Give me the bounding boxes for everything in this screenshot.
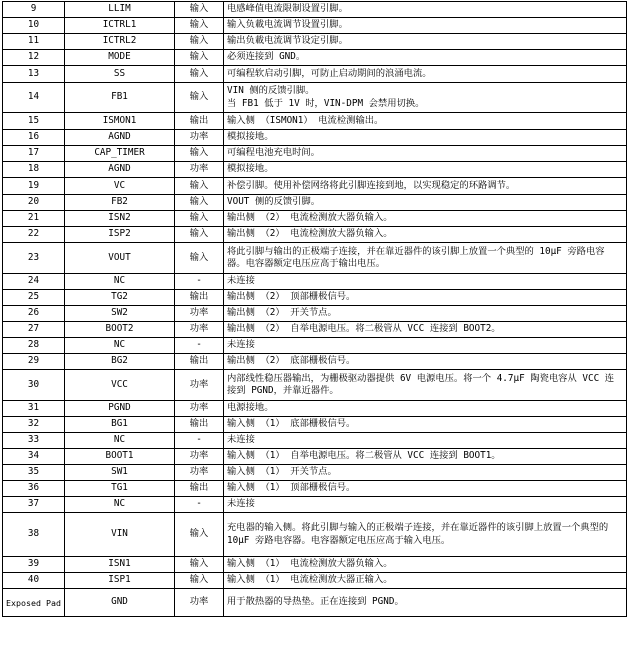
pin-type-cell: 输入 [175, 50, 224, 66]
pin-name-cell: VCC [65, 370, 175, 401]
pin-description-cell: 必须连接到 GND。 [224, 50, 627, 66]
pin-name-cell: AGND [65, 162, 175, 178]
pin-description-cell: 输出侧 （2） 自举电源电压。将二极管从 VCC 连接到 BOOT2。 [224, 322, 627, 338]
pin-name-cell: ISN1 [65, 557, 175, 573]
table-row [3, 290, 627, 306]
pin-name-cell: ICTRL1 [65, 18, 175, 34]
pin-description-cell: 补偿引脚。使用补偿网络将此引脚连接到地，以实现稳定的环路调节。 [224, 178, 627, 195]
table-row [3, 130, 627, 146]
pin-number-cell: 18 [3, 162, 65, 178]
pin-table-body [3, 2, 627, 617]
table-row [3, 306, 627, 322]
pin-number-cell: 33 [3, 433, 65, 449]
pin-type-cell: 功率 [175, 370, 224, 401]
table-row [3, 449, 627, 465]
pin-number-cell: 31 [3, 401, 65, 417]
pin-number-cell: 9 [3, 2, 65, 18]
pin-description-table [2, 1, 627, 617]
table-row [3, 274, 627, 290]
pin-name-cell: VC [65, 178, 175, 195]
pin-name-cell: AGND [65, 130, 175, 146]
table-row [3, 211, 627, 227]
pin-name-cell: FB1 [65, 83, 175, 113]
pin-description-cell: 输入侧 （1） 开关节点。 [224, 465, 627, 481]
pin-description-cell: 将此引脚与输出的正极端子连接，并在靠近器件的该引脚上放置一个典型的 10μF 旁路电容器。电容器额定电压应高于输出电压。 [224, 243, 627, 274]
pin-number-cell: 32 [3, 417, 65, 433]
pin-type-cell: 输入 [175, 513, 224, 557]
pin-type-cell: 输入 [175, 66, 224, 83]
table-row [3, 195, 627, 211]
pin-name-cell: ICTRL2 [65, 34, 175, 50]
pin-description-cell: 输出侧 （2） 底部栅极信号。 [224, 354, 627, 370]
pin-number-cell: 26 [3, 306, 65, 322]
pin-description-cell: VIN 侧的反馈引脚。 当 FB1 低于 1V 时，VIN-DPM 会禁用切换。 [224, 83, 627, 113]
pin-type-cell: 输入 [175, 34, 224, 50]
pin-type-cell: 输入 [175, 243, 224, 274]
table-row [3, 83, 627, 113]
pin-type-cell: 输入 [175, 178, 224, 195]
table-row [3, 401, 627, 417]
pin-type-cell: 输出 [175, 417, 224, 433]
pin-number-cell: 17 [3, 146, 65, 162]
pin-description-cell: 可编程电池充电时间。 [224, 146, 627, 162]
pin-type-cell: 输入 [175, 83, 224, 113]
pin-number-cell: 23 [3, 243, 65, 274]
pin-type-cell: 输出 [175, 290, 224, 306]
pin-name-cell: TG2 [65, 290, 175, 306]
pin-name-cell: LLIM [65, 2, 175, 18]
pin-description-cell: 输出侧 （2） 电流检测放大器负输入。 [224, 227, 627, 243]
table-row [3, 178, 627, 195]
pin-number-cell: 16 [3, 130, 65, 146]
pin-description-cell: 输入侧 （1） 电流检测放大器正输入。 [224, 573, 627, 589]
pin-name-cell: ISP1 [65, 573, 175, 589]
table-row [3, 113, 627, 130]
pin-name-cell: VIN [65, 513, 175, 557]
table-row [3, 497, 627, 513]
table-row [3, 433, 627, 449]
pin-number-cell: 20 [3, 195, 65, 211]
pin-description-cell: 可编程软启动引脚，可防止启动期间的浪涌电流。 [224, 66, 627, 83]
pin-description-cell: 输入侧 （1） 电流检测放大器负输入。 [224, 557, 627, 573]
pin-number-cell: 19 [3, 178, 65, 195]
pin-number-cell: 28 [3, 338, 65, 354]
table-row [3, 2, 627, 18]
pin-name-cell: SS [65, 66, 175, 83]
pin-type-cell: 输入 [175, 146, 224, 162]
pin-description-cell: 未连接 [224, 338, 627, 354]
pin-type-cell: 功率 [175, 589, 224, 617]
pin-description-cell: 未连接 [224, 274, 627, 290]
pin-description-cell: 模拟接地。 [224, 130, 627, 146]
pin-number-cell: 24 [3, 274, 65, 290]
pin-description-cell: 输出侧 （2） 电流检测放大器负输入。 [224, 211, 627, 227]
pin-number-cell: 11 [3, 34, 65, 50]
pin-type-cell: 功率 [175, 162, 224, 178]
pin-name-cell: ISMON1 [65, 113, 175, 130]
pin-type-cell: 输出 [175, 354, 224, 370]
table-row [3, 573, 627, 589]
table-row [3, 146, 627, 162]
pin-type-cell: 输入 [175, 195, 224, 211]
pin-type-cell: 功率 [175, 465, 224, 481]
pin-description-cell: VOUT 侧的反馈引脚。 [224, 195, 627, 211]
pin-description-cell: 内部线性稳压器输出，为栅极驱动器提供 6V 电源电压。将一个 4.7μF 陶瓷电容从 VCC 连接到 PGND，并靠近器件。 [224, 370, 627, 401]
pin-description-cell: 用于散热器的导热垫。正在连接到 PGND。 [224, 589, 627, 617]
table-row [3, 227, 627, 243]
pin-name-cell: NC [65, 274, 175, 290]
pin-type-cell: 功率 [175, 130, 224, 146]
pin-number-cell: 40 [3, 573, 65, 589]
pin-number-cell: 34 [3, 449, 65, 465]
pin-number-cell: 15 [3, 113, 65, 130]
pin-type-cell: 输入 [175, 557, 224, 573]
table-row [3, 513, 627, 557]
pin-description-cell: 输入侧 （1） 自举电源电压。将二极管从 VCC 连接到 BOOT1。 [224, 449, 627, 465]
pin-type-cell: 输出 [175, 481, 224, 497]
pin-type-cell: 输入 [175, 2, 224, 18]
pin-description-cell: 输入负載电流调节设置引脚。 [224, 18, 627, 34]
pin-number-cell: 22 [3, 227, 65, 243]
pin-number-cell: 14 [3, 83, 65, 113]
pin-description-cell: 输出负載电流调节设定引脚。 [224, 34, 627, 50]
pin-description-cell: 输出侧 （2） 顶部栅极信号。 [224, 290, 627, 306]
pin-type-cell: - [175, 274, 224, 290]
table-row [3, 66, 627, 83]
pin-type-cell: 输出 [175, 113, 224, 130]
pin-description-cell: 输入侧 （ISMON1） 电流检测输出。 [224, 113, 627, 130]
pin-number-cell: 25 [3, 290, 65, 306]
pin-name-cell: NC [65, 338, 175, 354]
pin-type-cell: - [175, 497, 224, 513]
pin-number-cell: Exposed Pad [3, 589, 65, 617]
pin-name-cell: SW2 [65, 306, 175, 322]
pin-description-cell: 输入侧 （1） 底部栅极信号。 [224, 417, 627, 433]
pin-name-cell: VOUT [65, 243, 175, 274]
pin-description-cell: 电感峰值电流限制设置引脚。 [224, 2, 627, 18]
pin-name-cell: CAP_TIMER [65, 146, 175, 162]
pin-number-cell: 39 [3, 557, 65, 573]
pin-number-cell: 36 [3, 481, 65, 497]
pin-description-cell: 输入侧 （1） 顶部栅极信号。 [224, 481, 627, 497]
pin-name-cell: BG2 [65, 354, 175, 370]
pin-description-cell: 模拟接地。 [224, 162, 627, 178]
pin-name-cell: GND [65, 589, 175, 617]
pin-description-cell: 未连接 [224, 497, 627, 513]
pin-description-cell: 输出侧 （2） 开关节点。 [224, 306, 627, 322]
table-row [3, 322, 627, 338]
pin-name-cell: MODE [65, 50, 175, 66]
pin-name-cell: NC [65, 433, 175, 449]
table-row [3, 481, 627, 497]
pin-number-cell: 13 [3, 66, 65, 83]
table-row [3, 557, 627, 573]
pin-type-cell: 输入 [175, 18, 224, 34]
pin-name-cell: BOOT2 [65, 322, 175, 338]
table-row [3, 34, 627, 50]
pin-number-cell: 21 [3, 211, 65, 227]
pin-number-cell: 27 [3, 322, 65, 338]
pin-name-cell: SW1 [65, 465, 175, 481]
pin-description-cell: 未连接 [224, 433, 627, 449]
pin-type-cell: 功率 [175, 306, 224, 322]
pin-type-cell: 输入 [175, 211, 224, 227]
pin-type-cell: 输入 [175, 227, 224, 243]
table-row [3, 50, 627, 66]
pin-type-cell: - [175, 338, 224, 354]
table-row [3, 417, 627, 433]
pin-name-cell: TG1 [65, 481, 175, 497]
pin-number-cell: 30 [3, 370, 65, 401]
pin-name-cell: PGND [65, 401, 175, 417]
pin-name-cell: NC [65, 497, 175, 513]
pin-number-cell: 38 [3, 513, 65, 557]
pin-name-cell: BOOT1 [65, 449, 175, 465]
table-row [3, 243, 627, 274]
pin-type-cell: 功率 [175, 401, 224, 417]
pin-name-cell: ISN2 [65, 211, 175, 227]
table-row [3, 354, 627, 370]
pin-type-cell: 输入 [175, 573, 224, 589]
pin-number-cell: 29 [3, 354, 65, 370]
pin-number-cell: 10 [3, 18, 65, 34]
pin-number-cell: 37 [3, 497, 65, 513]
table-row [3, 338, 627, 354]
pin-name-cell: BG1 [65, 417, 175, 433]
table-row [3, 370, 627, 401]
pin-name-cell: FB2 [65, 195, 175, 211]
pin-number-cell: 35 [3, 465, 65, 481]
table-row [3, 162, 627, 178]
pin-number-cell: 12 [3, 50, 65, 66]
pin-description-cell: 电源接地。 [224, 401, 627, 417]
pin-description-cell: 充电器的输入侧。将此引脚与输入的正极端子连接，并在靠近器件的该引脚上放置一个典型的 10μF 旁路电容器。电容器额定电压应高于输入电压。 [224, 513, 627, 557]
pin-type-cell: 功率 [175, 322, 224, 338]
pin-name-cell: ISP2 [65, 227, 175, 243]
pin-type-cell: - [175, 433, 224, 449]
table-row [3, 589, 627, 617]
table-row [3, 18, 627, 34]
table-row [3, 465, 627, 481]
pin-type-cell: 功率 [175, 449, 224, 465]
